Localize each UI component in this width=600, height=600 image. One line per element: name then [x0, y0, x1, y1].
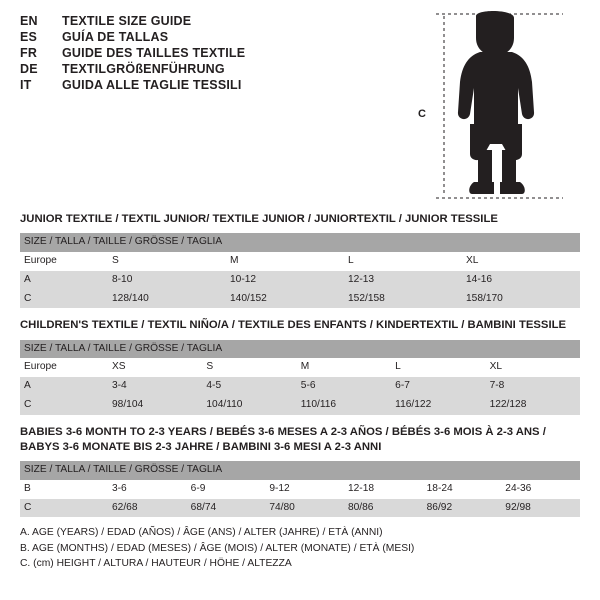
block-title: BABIES 3-6 MONTH TO 2-3 YEARS / BEBÉS 3-6 MESES A 2-3 AÑOS / BÉBÉS 3-6 MOIS À 2-3 ANS / BABYS 3-6 MONATE BIS 2-3 JAHRE / BAMBINI 3-6 MESI A 2-3 ANNI	[20, 425, 546, 453]
cell: XS	[108, 358, 202, 377]
cell: 152/158	[344, 290, 462, 309]
legend-line: C. (cm) HEIGHT / ALTURA / HAUTEUR / HÖHE / ALTEZZA	[20, 558, 292, 570]
guide-title: GUIDE DES TAILLES TEXTILE	[62, 46, 246, 60]
row-label: Europe	[20, 358, 108, 377]
cell: 8-10	[108, 271, 226, 290]
table-row	[20, 358, 580, 377]
header-row	[20, 14, 440, 28]
cell: 4-5	[202, 377, 296, 396]
block-title: JUNIOR TEXTILE / TEXTIL JUNIOR/ TEXTILE JUNIOR / JUNIORTEXTIL / JUNIOR TESSILE	[20, 213, 498, 225]
table-row	[20, 271, 580, 290]
table-header-label: SIZE / TALLA / TAILLE / GRÖSSE / TAGLIA	[20, 461, 580, 480]
cell: 10-12	[226, 271, 344, 290]
row-label: C	[20, 499, 108, 518]
cell: 110/116	[297, 396, 391, 415]
cell: L	[391, 358, 485, 377]
row-label: A	[20, 377, 108, 396]
cell: 80/86	[344, 499, 423, 518]
table-row	[20, 480, 580, 499]
table-row	[20, 377, 580, 396]
header-row	[20, 62, 440, 76]
legend-line: A. AGE (YEARS) / EDAD (AÑOS) / ÂGE (ANS) / ALTER (JAHRE) / ETÀ (ANNI)	[20, 527, 383, 538]
toddler-silhouette-icon	[418, 8, 578, 204]
cell: 12-18	[344, 480, 423, 499]
cell: XL	[486, 358, 580, 377]
language-code: DE	[20, 62, 38, 76]
cell: 3-4	[108, 377, 202, 396]
cell: 122/128	[486, 396, 580, 415]
table-row	[20, 396, 580, 415]
cell: 6-7	[391, 377, 485, 396]
guide-title: GUIDA ALLE TAGLIE TESSILI	[62, 78, 242, 92]
cell: 158/170	[462, 290, 580, 309]
cell: S	[108, 252, 226, 271]
cell: L	[344, 252, 462, 271]
language-code: ES	[20, 30, 38, 44]
language-code: EN	[20, 14, 38, 28]
cell: 9-12	[265, 480, 344, 499]
language-code: FR	[20, 46, 38, 60]
cell: XL	[462, 252, 580, 271]
row-label: C	[20, 290, 108, 309]
cell: 24-36	[501, 480, 580, 499]
language-code: IT	[20, 78, 32, 92]
measurement-figure	[418, 8, 578, 204]
guide-title: GUÍA DE TALLAS	[62, 30, 169, 44]
cell: 128/140	[108, 290, 226, 309]
cell: 92/98	[501, 499, 580, 518]
size-table	[20, 340, 580, 415]
language-header	[20, 14, 440, 94]
size-block-children	[20, 318, 580, 414]
row-label: A	[20, 271, 108, 290]
cell: M	[297, 358, 391, 377]
size-block-babies	[20, 425, 580, 518]
cell: 74/80	[265, 499, 344, 518]
cell: 5-6	[297, 377, 391, 396]
block-title: CHILDREN'S TEXTILE / TEXTIL NIÑO/A / TEXTILE DES ENFANTS / KINDERTEXTIL / BAMBINI TESSILE	[20, 319, 567, 332]
cell: 116/122	[391, 396, 485, 415]
guide-title: TEXTILE SIZE GUIDE	[62, 14, 192, 28]
cell: 14-16	[462, 271, 580, 290]
header-row	[20, 30, 440, 44]
table-row	[20, 290, 580, 309]
table-header-label: SIZE / TALLA / TAILLE / GRÖSSE / TAGLIA	[20, 340, 580, 359]
cell: 140/152	[226, 290, 344, 309]
size-table	[20, 461, 580, 517]
cell: 18-24	[423, 480, 502, 499]
table-header-row	[20, 233, 580, 252]
cell: S	[202, 358, 296, 377]
table-header-row	[20, 461, 580, 480]
legend-line: B. AGE (MONTHS) / EDAD (MESES) / ÂGE (MOIS) / ALTER (MONATE) / ETÀ (MESI)	[20, 542, 415, 554]
cell: 98/104	[108, 396, 202, 415]
table-row	[20, 499, 580, 518]
legend	[20, 525, 580, 572]
cell: 68/74	[187, 499, 266, 518]
height-measure-label: C	[418, 108, 426, 120]
size-block-junior	[20, 212, 580, 308]
size-tables	[20, 212, 580, 527]
table-header-row	[20, 340, 580, 359]
cell: 12-13	[344, 271, 462, 290]
row-label: Europe	[20, 252, 108, 271]
cell: 86/92	[423, 499, 502, 518]
size-table	[20, 233, 580, 308]
cell: 7-8	[486, 377, 580, 396]
table-row	[20, 252, 580, 271]
row-label: B	[20, 480, 108, 499]
cell: 3-6	[108, 480, 187, 499]
cell: 62/68	[108, 499, 187, 518]
cell: M	[226, 252, 344, 271]
guide-title: TEXTILGRÖßENFÜHRUNG	[62, 62, 225, 76]
header-row	[20, 78, 440, 92]
cell: 6-9	[187, 480, 266, 499]
row-label: C	[20, 396, 108, 415]
table-header-label: SIZE / TALLA / TAILLE / GRÖSSE / TAGLIA	[20, 233, 580, 252]
header-row	[20, 46, 440, 60]
cell: 104/110	[202, 396, 296, 415]
